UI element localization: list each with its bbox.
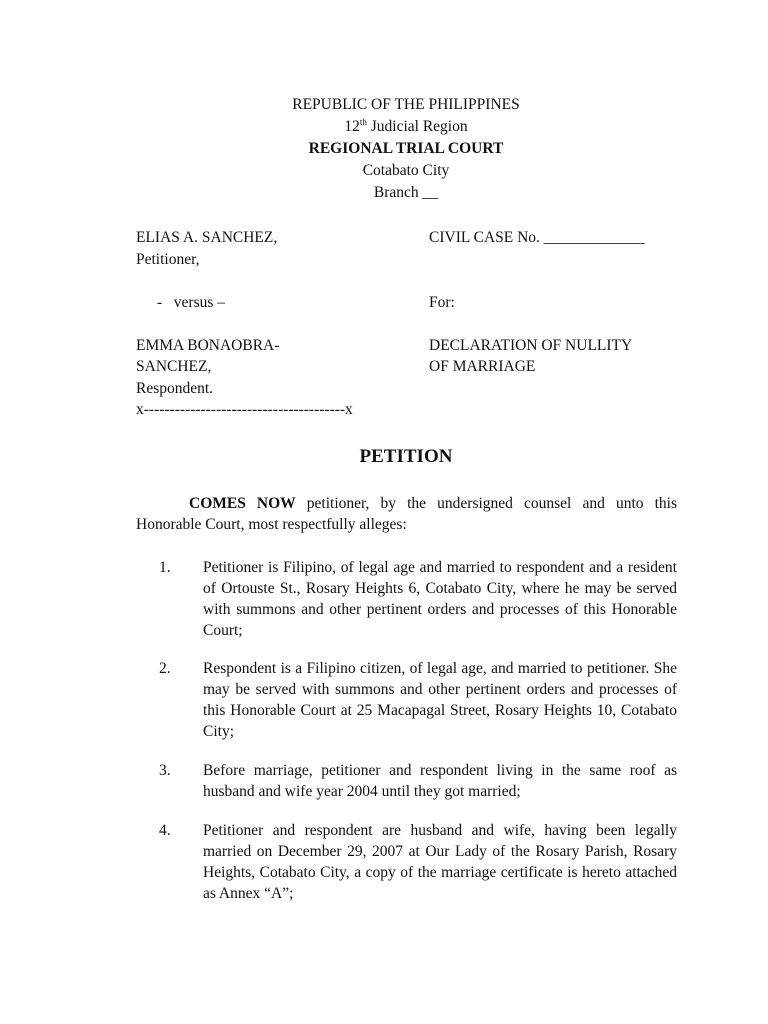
allegation-text: Before marriage, petitioner and respondent living in the same roof as husband and wife year 2004 until they got married; — [203, 762, 677, 800]
case-subject-line1: DECLARATION OF NULLITY — [429, 337, 633, 354]
allegation-3 — [136, 760, 677, 802]
respondent-name-line1: EMMA BONAOBRA- — [136, 337, 280, 354]
branch-line: Branch __ — [373, 184, 439, 201]
allegation-text: Respondent is a Filipino citizen, of legal age, and married to petitioner. She may be served with summons and other pertinent orders and processes of this Honorable Court at 25 Macapagal Street, Rosary Heights 10, Cotabato City; — [203, 660, 677, 740]
allegation-2 — [136, 658, 677, 742]
caption-separator: x---------------------------------------x — [136, 401, 353, 418]
intro-text: petitioner, by the undersigned counsel and unto this Honorable Court, most respectfully alleges: — [136, 495, 677, 533]
petition-title: PETITION — [359, 446, 453, 467]
judicial-region-line — [0, 116, 768, 138]
allegation-number: 2. — [159, 660, 171, 677]
respondent-role: Respondent. — [136, 380, 214, 397]
city-line: Cotabato City — [362, 162, 450, 179]
intro-paragraph — [136, 493, 677, 535]
republic-line: REPUBLIC OF THE PHILIPPINES — [292, 96, 520, 113]
allegation-number: 3. — [159, 762, 171, 779]
respondent-name-line2: SANCHEZ, — [136, 358, 212, 375]
case-number: CIVIL CASE No. _____________ — [429, 229, 645, 246]
allegation-1 — [136, 557, 677, 641]
intro-lead: COMES NOW — [189, 495, 296, 512]
region-number: 12 — [344, 118, 360, 135]
region-suffix: th — [359, 116, 367, 127]
petitioner-name: ELIAS A. SANCHEZ, — [136, 229, 278, 246]
allegation-number: 4. — [159, 822, 171, 839]
region-text: Judicial Region — [366, 118, 468, 135]
for-label: For: — [429, 294, 455, 311]
allegation-text: Petitioner and respondent are husband and wife, having been legally married on December 29, 2007 at Our Lady of the Rosary Parish, Rosary Heights, Cotabato City, a copy of the marriage certificate is hereto attached as Annex “A”; — [203, 822, 677, 902]
versus-label: - versus – — [157, 294, 226, 311]
allegation-text: Petitioner is Filipino, of legal age and married to respondent and a resident of Ortouste St., Rosary Heights 6, Cotabato City, where he may be served with summons and other pertinent orders and processes of this Honorable Court; — [203, 559, 677, 639]
court-name: REGIONAL TRIAL COURT — [308, 140, 504, 157]
petitioner-role: Petitioner, — [136, 251, 200, 268]
allegation-number: 1. — [159, 559, 171, 576]
case-subject-line2: OF MARRIAGE — [429, 358, 536, 375]
court-header — [0, 94, 768, 204]
allegation-4 — [136, 820, 677, 904]
